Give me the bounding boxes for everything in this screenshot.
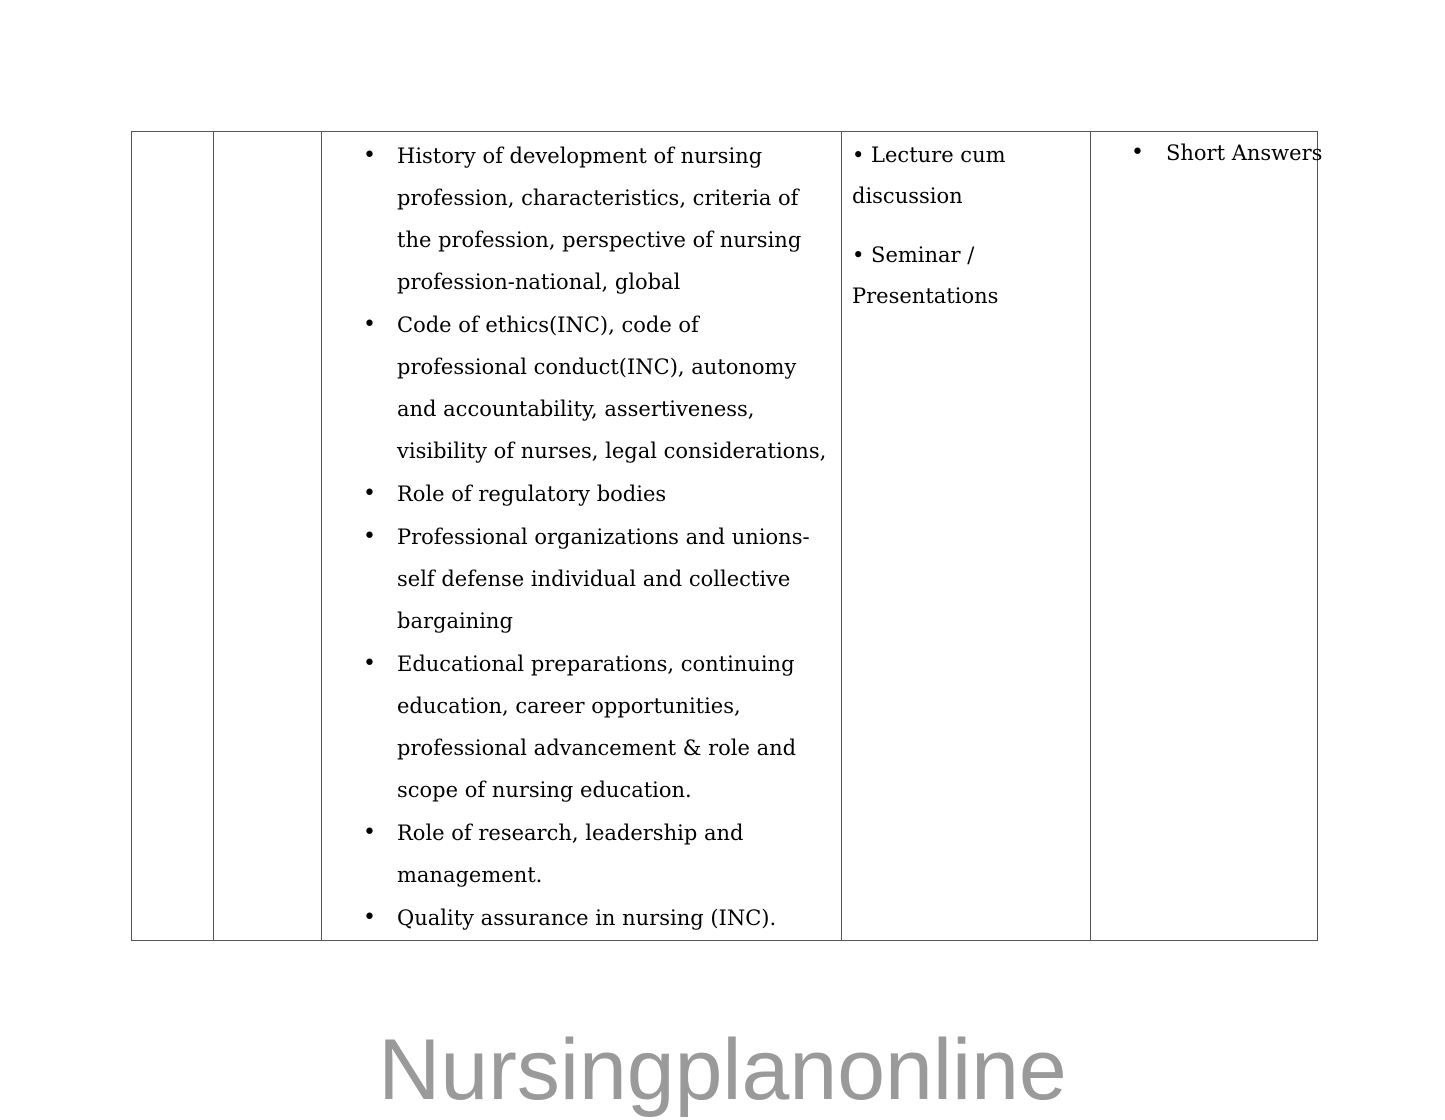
bullet-icon: • bbox=[363, 820, 376, 845]
list-item bbox=[322, 135, 841, 303]
content-item-text: Code of ethics(INC), code of professional conduct(INC), autonomy and accountability, assertiveness, visibility of nurses, legal considerations, bbox=[397, 313, 827, 463]
content-item-text: Professional organizations and unions-self defense individual and collective bargaining bbox=[397, 525, 810, 633]
bullet-icon: • bbox=[1131, 140, 1144, 165]
list-item bbox=[322, 304, 841, 472]
content-item-text: Educational preparations, continuing education, career opportunities, professional advancement & role and scope of nursing education. bbox=[397, 652, 797, 802]
evaluation-list bbox=[1091, 132, 1323, 171]
content-cell bbox=[322, 132, 842, 941]
teaching-methods-list bbox=[842, 132, 1090, 317]
list-item bbox=[1091, 135, 1323, 171]
content-item-text: Quality assurance in nursing (INC). bbox=[397, 906, 777, 930]
bullet-icon: • bbox=[363, 143, 376, 168]
content-item-text: History of development of nursing profession, characteristics, criteria of the profession, perspective of nursing profession-national, global bbox=[397, 144, 802, 294]
evaluation-item-text: Short Answers bbox=[1166, 141, 1323, 165]
content-list bbox=[322, 132, 841, 939]
evaluation-cell bbox=[1091, 132, 1323, 941]
list-item bbox=[322, 473, 841, 515]
teaching-method-item: • Lecture cum discussion bbox=[852, 143, 1006, 208]
bullet-icon: • bbox=[363, 312, 376, 337]
watermark-text: Nursingplanonline bbox=[378, 1022, 1067, 1118]
syllabus-table bbox=[131, 131, 1323, 941]
content-item-text: Role of regulatory bodies bbox=[397, 482, 667, 506]
bullet-icon: • bbox=[363, 524, 376, 549]
teaching-method-item: • Seminar / Presentations bbox=[852, 243, 999, 308]
list-item bbox=[322, 812, 841, 896]
list-item bbox=[322, 643, 841, 811]
bullet-icon: • bbox=[363, 905, 376, 930]
teaching-methods-cell bbox=[842, 132, 1091, 941]
unit-cell bbox=[132, 132, 214, 941]
hours-cell bbox=[214, 132, 322, 941]
list-item bbox=[322, 897, 841, 939]
content-item-text: Role of research, leadership and management. bbox=[397, 821, 744, 887]
bullet-icon: • bbox=[363, 481, 376, 506]
table-row bbox=[132, 132, 1318, 941]
bullet-icon: • bbox=[363, 651, 376, 676]
list-item bbox=[322, 516, 841, 642]
